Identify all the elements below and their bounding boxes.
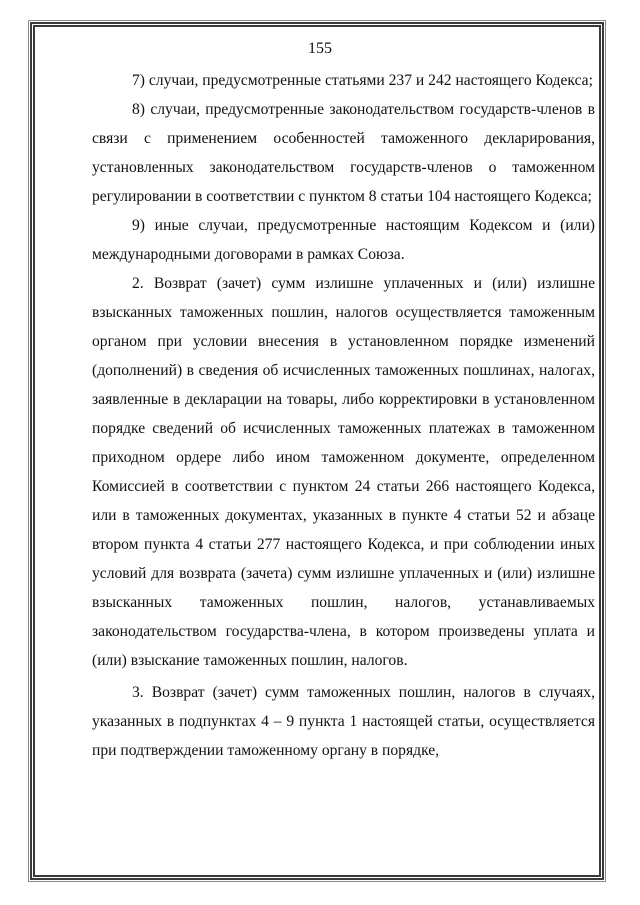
document-body	[92, 66, 595, 765]
paragraph-item-7: 7) случаи, предусмотренные статьями 237 и 242 настоящего Кодекса;	[132, 72, 593, 89]
paragraph-item-9: 9) иные случаи, предусмотренные настоящим Кодексом и (или) международными договорами в рамках Союза.	[92, 217, 595, 263]
page-number: 155	[308, 40, 332, 57]
paragraph-clause-2: 2. Возврат (зачет) сумм излишне уплаченных и (или) излишне взысканных таможенных пошлин, налогов осуществляется таможенным органом при условии внесения в установленном порядке изменений (дополнений) в сведения об исчисленных таможенных пошлинах, налогах, заявленные в декларации на товары, либо корректировки в установленном порядке сведений об исчисленных таможенных платежах в таможенном приходном ордере либо ином таможенном документе, определенном Комиссией в соответствии с пунктом 24 статьи 266 настоящего Кодекса, или в таможенных документах, указанных в пункте 4 статьи 52 и абзаце втором пункта 4 статьи 277 настоящего Кодекса, и при соблюдении иных условий для возврата (зачета) сумм излишне уплаченных и (или) излишне взысканных таможенных пошлин, налогов, устанавливаемых законодательством государства-члена, в котором произведены уплата и (или) взыскание таможенных пошлин, налогов.	[92, 275, 595, 669]
paragraph-clause-3: 3. Возврат (зачет) сумм таможенных пошлин, налогов в случаях, указанных в подпунктах 4 – 9 пункта 1 настоящей статьи, осуществляется при подтверждении таможенному органу в порядке,	[92, 684, 595, 759]
paragraph-item-8: 8) случаи, предусмотренные законодательством государств-членов в связи с применением особенностей таможенного декларирования, установленных законодательством государств-членов о таможенном регулировании в соответствии с пунктом 8 статьи 104 настоящего Кодекса;	[92, 101, 595, 205]
